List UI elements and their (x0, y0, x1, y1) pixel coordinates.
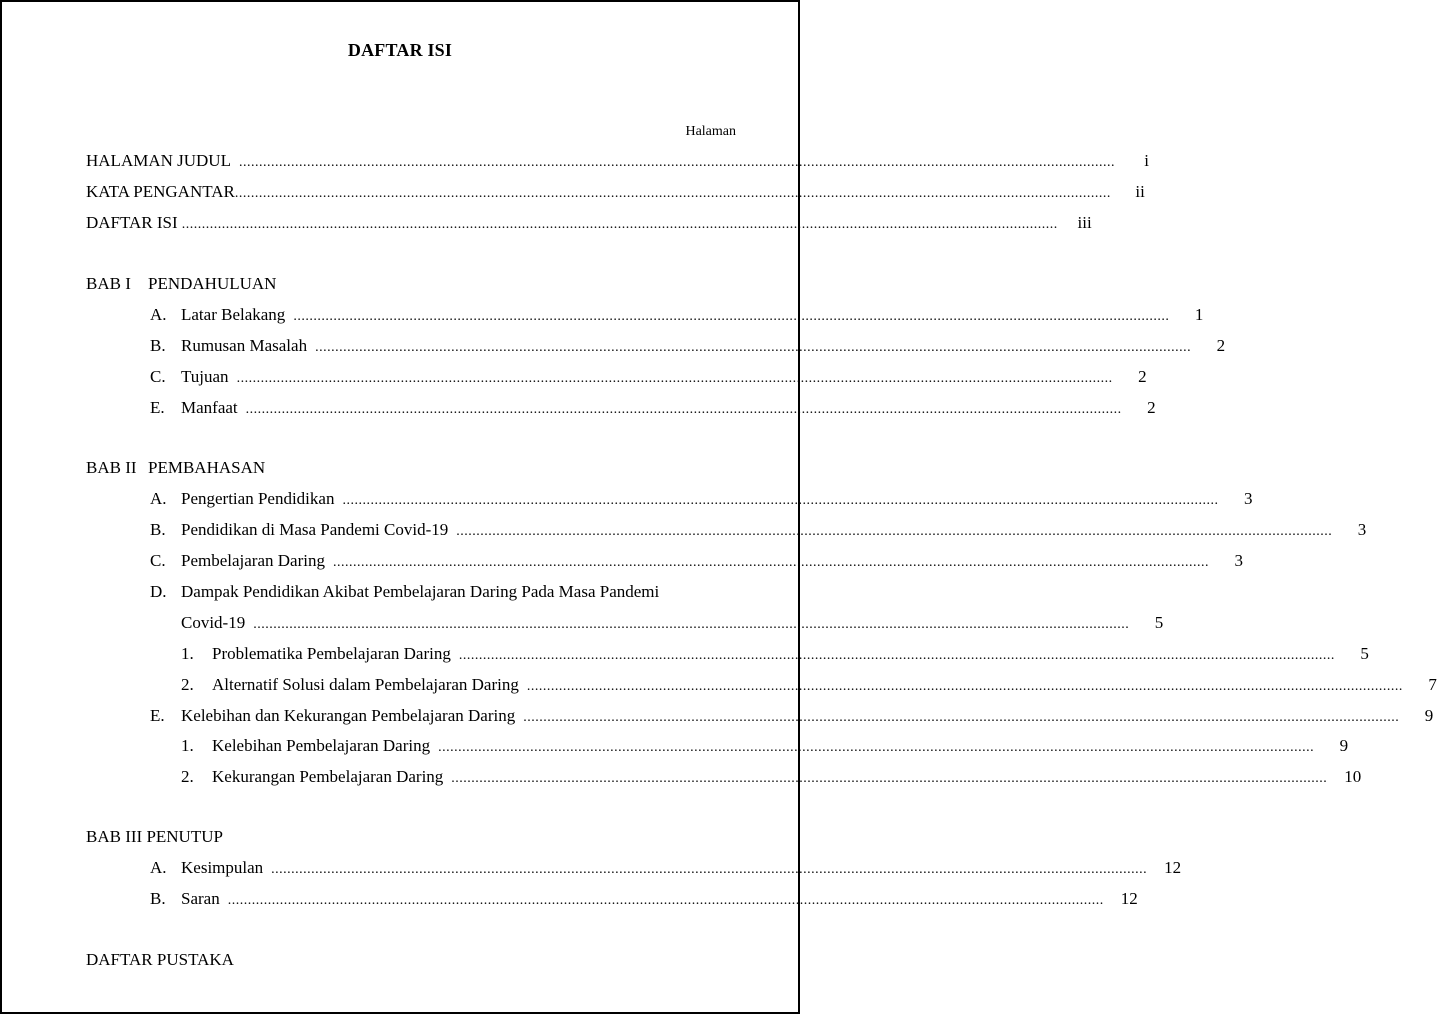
toc-entry-manfaat[interactable] (150, 395, 1156, 421)
item-letter: C. (150, 367, 166, 386)
toc-page-number: 9 (1424, 706, 1434, 725)
toc-page-number: 5 (1154, 613, 1164, 632)
item-letter: A. (150, 858, 167, 877)
dot-leader: ........................................................................................................................................................................................................................... (458, 648, 1335, 663)
item-text: Rumusan Masalah (181, 336, 308, 355)
toc-page-number: i (1144, 151, 1149, 170)
item-text: Kesimpulan (181, 858, 264, 877)
page-title: DAFTAR ISI (347, 40, 453, 60)
toc-entry-problematika[interactable] (181, 641, 1369, 667)
dot-leader: ........................................................................................................................................................................................................................... (245, 402, 1122, 417)
item-text: Kelebihan dan Kekurangan Pembelajaran Daring (181, 706, 516, 725)
toc-entry-pendidikan-masa-pandemi[interactable] (150, 517, 1367, 543)
toc-entry-label (150, 703, 523, 729)
item-text: Pembelajaran Daring (181, 551, 325, 570)
dot-leader: ........................................................................................................................................................................................................................... (227, 893, 1104, 908)
dot-leader: ........................................................................................................................................................................................................................... (315, 340, 1192, 355)
toc-page-number: 12 (1120, 889, 1138, 908)
toc-page-number: 1 (1194, 305, 1204, 324)
item-text: Manfaat (181, 398, 238, 417)
toc-entry-label (150, 517, 456, 543)
dot-leader: ........................................................................................................................................................................................................................... (253, 617, 1130, 632)
dot-leader: ........................................................................................................................................................................................................................... (438, 740, 1315, 755)
toc-entry-label (150, 855, 271, 881)
item-number: 1. (181, 644, 194, 663)
toc-page-number: 2 (1147, 398, 1156, 417)
item-number: 2. (181, 675, 194, 694)
toc-page-number: 3 (1243, 489, 1253, 508)
item-letter: B. (150, 889, 166, 908)
item-letter: E. (150, 706, 165, 725)
item-letter: B. (150, 520, 166, 539)
dot-leader: ........................................................................................................................................................................................................................... (332, 555, 1209, 570)
item-number: 1. (181, 736, 194, 755)
toc-entry-kelebihan-kekurangan[interactable] (150, 703, 1434, 729)
toc-page-number: 3 (1357, 520, 1367, 539)
item-letter: B. (150, 336, 166, 355)
toc-entry-alternatif-solusi[interactable] (181, 672, 1437, 698)
toc-entry-latar-belakang[interactable] (150, 302, 1204, 328)
dot-leader: ........................................................................................................................................................................................................................... (271, 862, 1148, 877)
toc-entry-label (150, 364, 237, 390)
dot-leader: ........................................................................................................................................................................................................................... (293, 309, 1170, 324)
chapter-title: PENDAHULUAN (148, 274, 277, 293)
chapter-number: BAB II (86, 458, 137, 477)
chapter-number: BAB I (86, 274, 131, 293)
toc-entry-pengertian-pendidikan[interactable] (150, 486, 1253, 512)
item-letter: D. (150, 582, 167, 601)
toc-entry-label: Covid-19 (181, 613, 246, 632)
toc-page-number: 3 (1234, 551, 1243, 570)
halaman-column-label: Halaman (685, 124, 736, 139)
toc-entry-label (150, 333, 315, 359)
toc-entry-kata-pengantar[interactable] (86, 179, 1145, 205)
toc-page-number: 7 (1428, 675, 1437, 694)
chapter-heading-bab-1 (86, 271, 276, 297)
dot-leader: ........................................................................................................................................................................................................................... (236, 371, 1113, 386)
toc-page-number: 2 (1216, 336, 1226, 355)
toc-entry-label (150, 886, 228, 912)
toc-entry-rumusan-masalah[interactable] (150, 333, 1226, 359)
item-number: 2. (181, 767, 194, 786)
item-text: Dampak Pendidikan Akibat Pembelajaran Daring Pada Masa Pandemi (181, 582, 660, 601)
toc-entry-label (181, 764, 451, 790)
dot-leader: ........................................................................................................................................................................................................................... (234, 186, 1111, 201)
item-letter: A. (150, 305, 167, 324)
item-text: Pengertian Pendidikan (181, 489, 335, 508)
toc-entry-saran[interactable] (150, 886, 1138, 912)
chapter-title: PEMBAHASAN (148, 458, 266, 477)
toc-page-number: 12 (1164, 858, 1182, 877)
item-text: Kekurangan Pembelajaran Daring (212, 767, 444, 786)
toc-entry-label (150, 302, 293, 328)
toc-entry-kelebihan[interactable] (181, 733, 1349, 759)
toc-entry-label (150, 395, 246, 421)
item-letter: C. (150, 551, 166, 570)
toc-page-number: 9 (1339, 736, 1349, 755)
toc-entry-label (181, 733, 438, 759)
toc-entry-label: HALAMAN JUDUL (86, 151, 231, 170)
toc-entry-dampak-pendidikan-line2[interactable] (181, 610, 1164, 636)
toc-entry-label: KATA PENGANTAR (86, 182, 235, 201)
item-text: Problematika Pembelajaran Daring (212, 644, 451, 663)
toc-entry-kesimpulan[interactable] (150, 855, 1182, 881)
toc-entry-label (181, 641, 459, 667)
toc-page-number: ii (1135, 182, 1145, 201)
toc-entry-daftar-isi[interactable] (86, 210, 1092, 236)
toc-entry-tujuan[interactable] (150, 364, 1147, 390)
dot-leader: ........................................................................................................................................................................................................................... (238, 155, 1115, 170)
toc-entry-pembelajaran-daring[interactable] (150, 548, 1243, 574)
item-text: Kelebihan Pembelajaran Daring (212, 736, 431, 755)
toc-page-number: 10 (1344, 767, 1362, 786)
item-text: Tujuan (181, 367, 229, 386)
toc-page-number: iii (1077, 213, 1092, 232)
dot-leader: ........................................................................................................................................................................................................................... (451, 771, 1328, 786)
toc-entry-kekurangan[interactable] (181, 764, 1362, 790)
dot-leader: ........................................................................................................................................................................................................................... (526, 679, 1403, 694)
toc-entry-label (150, 486, 342, 512)
toc-page-number: 5 (1360, 644, 1369, 663)
item-letter: E. (150, 398, 165, 417)
item-letter: A. (150, 489, 167, 508)
dot-leader: ........................................................................................................................................................................................................................... (523, 710, 1400, 725)
toc-page-number: 2 (1138, 367, 1147, 386)
item-text: Latar Belakang (181, 305, 286, 324)
dot-leader: ........................................................................................................................................................................................................................... (181, 217, 1058, 232)
toc-entry-label (150, 548, 333, 574)
item-text: Pendidikan di Masa Pandemi Covid-19 (181, 520, 449, 539)
chapter-heading-bab-2 (86, 455, 265, 481)
item-text: Alternatif Solusi dalam Pembelajaran Daring (212, 675, 519, 694)
chapter-heading-bab-3: BAB III PENUTUP (86, 827, 223, 846)
toc-entry-halaman-judul[interactable] (86, 148, 1149, 174)
toc-entry-label: DAFTAR ISI (86, 213, 178, 232)
toc-entry-daftar-pustaka[interactable]: DAFTAR PUSTAKA (86, 950, 234, 969)
dot-leader: ........................................................................................................................................................................................................................... (456, 524, 1333, 539)
dot-leader: ........................................................................................................................................................................................................................... (342, 493, 1219, 508)
item-text: Saran (181, 889, 220, 908)
toc-entry-label (181, 672, 527, 698)
toc-entry-dampak-pendidikan-line1[interactable] (150, 579, 659, 605)
